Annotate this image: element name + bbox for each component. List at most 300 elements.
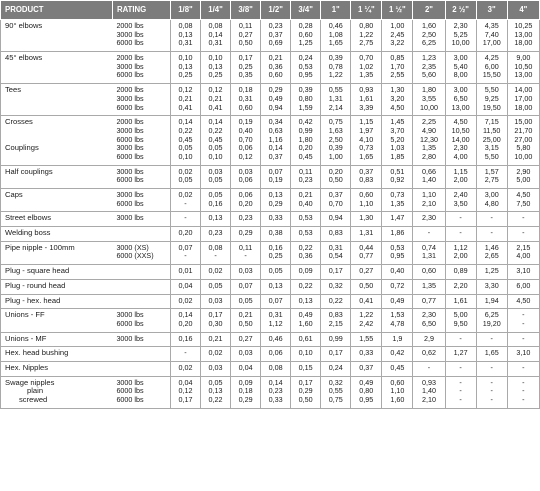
weight-value: 1,25 xyxy=(298,38,313,48)
weight-cell xyxy=(445,189,476,212)
table-row xyxy=(1,347,540,362)
weight-value: 0,60 xyxy=(268,70,283,80)
rating-cell xyxy=(112,265,170,280)
weight-cell xyxy=(445,116,476,165)
weight-value: 0,07 xyxy=(238,280,253,290)
weight-cell xyxy=(507,279,539,294)
product-name: Street elbows xyxy=(5,213,52,223)
product-cell xyxy=(1,265,113,280)
rating-cell xyxy=(112,227,170,242)
weight-cell xyxy=(476,165,507,188)
column-header-size: 3" xyxy=(476,1,507,20)
weight-value: 0,16 xyxy=(268,242,283,252)
weight-value: 0,05 xyxy=(178,175,193,185)
column-header-size: 4" xyxy=(507,1,539,20)
weight-value: 0,29 xyxy=(298,386,313,396)
weight-value: - xyxy=(459,213,462,223)
weight-value: 13,00 xyxy=(451,102,470,112)
weight-value: 4,10 xyxy=(359,134,374,144)
weight-value: 2,14 xyxy=(328,102,343,112)
product-name: Hex. Nipples xyxy=(5,362,49,372)
weight-cell xyxy=(170,52,200,84)
weight-value: 0,94 xyxy=(268,102,283,112)
weight-value: 0,11 xyxy=(238,242,253,252)
weight-value: 1,9 xyxy=(392,333,403,343)
table-row xyxy=(1,84,540,116)
weight-cell xyxy=(261,84,291,116)
weight-cell xyxy=(507,376,539,408)
weight-cell xyxy=(351,241,382,264)
weight-value: 0,66 xyxy=(422,166,436,176)
weight-cell xyxy=(382,332,413,347)
weight-cell xyxy=(170,227,200,242)
table-row xyxy=(1,294,540,309)
weight-cell xyxy=(231,332,261,347)
weight-cell xyxy=(445,165,476,188)
weight-value: - xyxy=(184,251,187,261)
weight-cell xyxy=(170,265,200,280)
weight-value: 0,40 xyxy=(390,266,405,276)
weight-value: 0,39 xyxy=(298,85,313,95)
rating-value: 2000 lbs xyxy=(116,21,144,30)
product-name: Plug - hex. head xyxy=(5,295,61,305)
weight-cell xyxy=(507,265,539,280)
weight-cell xyxy=(321,376,351,408)
weight-value: - xyxy=(522,310,525,320)
weight-cell xyxy=(321,294,351,309)
rating-cell xyxy=(112,212,170,227)
weight-value: - xyxy=(490,395,493,404)
table-row xyxy=(1,332,540,347)
weight-cell xyxy=(170,347,200,362)
weight-value: 0,17 xyxy=(328,266,343,276)
table-row xyxy=(1,165,540,188)
weight-value: 0,14 xyxy=(208,29,223,39)
weight-value: 0,99 xyxy=(298,125,313,135)
weight-cell xyxy=(413,116,445,165)
weight-value: 0,45 xyxy=(178,134,193,144)
weight-value: 0,05 xyxy=(208,190,223,199)
weight-value: 1,61 xyxy=(359,93,374,103)
weight-value: 0,70 xyxy=(359,53,374,63)
weight-value: 15,00 xyxy=(514,117,533,127)
rating-value: 3000 lbs xyxy=(116,213,144,223)
product-name: screwed xyxy=(19,395,48,404)
weight-value: 1,30 xyxy=(390,85,405,95)
weight-cell xyxy=(321,332,351,347)
weight-value: 0,54 xyxy=(328,251,343,261)
rating-cell xyxy=(112,376,170,408)
rating-value: 2000 lbs xyxy=(116,53,144,63)
product-name: 90° elbows xyxy=(5,21,43,30)
product-cell xyxy=(1,294,113,309)
product-cell xyxy=(1,361,113,376)
weight-value: 0,89 xyxy=(453,266,468,276)
weight-value: 10,25 xyxy=(514,21,533,30)
weight-value: - xyxy=(490,228,493,238)
rating-value: 6000 lbs xyxy=(116,151,144,161)
column-header-size: 1 ¼" xyxy=(351,1,382,20)
weight-value: - xyxy=(184,348,187,358)
weight-cell xyxy=(231,347,261,362)
weight-value: - xyxy=(490,333,493,343)
rating-value: 3000 lbs xyxy=(116,125,144,135)
weight-cell xyxy=(476,265,507,280)
weight-value: 0,50 xyxy=(238,38,253,48)
weight-value: 0,02 xyxy=(178,362,193,372)
weight-value: 0,83 xyxy=(328,228,343,238)
weight-value: 0,08 xyxy=(178,21,193,30)
weight-value: 1,86 xyxy=(390,228,405,238)
rating-value: 2000 lbs xyxy=(116,85,144,95)
weight-cell xyxy=(445,361,476,376)
weight-value: 0,20 xyxy=(298,143,313,153)
weight-cell xyxy=(445,294,476,309)
weight-value: 0,20 xyxy=(178,228,193,238)
weight-cell xyxy=(170,165,200,188)
weight-cell xyxy=(413,309,445,332)
table-row xyxy=(1,212,540,227)
weight-value: 27,00 xyxy=(514,134,533,144)
weight-value: 0,02 xyxy=(178,190,193,199)
weight-cell xyxy=(445,52,476,84)
weight-value: 0,10 xyxy=(178,151,193,161)
weight-value: 0,72 xyxy=(390,280,405,290)
weight-value: 1,02 xyxy=(359,61,374,71)
weight-cell xyxy=(170,212,200,227)
weight-value: 1,31 xyxy=(328,93,343,103)
weight-value: 0,37 xyxy=(328,190,343,199)
weight-value: - xyxy=(244,251,247,261)
weight-value: 4,35 xyxy=(484,21,499,30)
rating-value xyxy=(116,364,168,373)
weight-value: 0,37 xyxy=(359,362,374,372)
weight-cell xyxy=(413,279,445,294)
weight-value: - xyxy=(459,386,462,396)
weight-value: 0,53 xyxy=(390,242,405,252)
rating-value: 6000 lbs xyxy=(116,102,144,112)
weight-value: - xyxy=(490,386,493,396)
weight-value: 2,10 xyxy=(422,395,436,404)
product-cell xyxy=(1,241,113,264)
weight-cell xyxy=(261,309,291,332)
column-header-size: 1/8" xyxy=(170,1,200,20)
weight-value: 2,00 xyxy=(453,251,468,261)
weight-cell xyxy=(291,376,321,408)
weight-cell xyxy=(231,241,261,264)
product-cell xyxy=(1,20,113,52)
column-header-size: 1" xyxy=(321,1,351,20)
weight-value: 1,31 xyxy=(422,251,436,261)
weight-cell xyxy=(476,361,507,376)
weight-value: 0,85 xyxy=(390,53,405,63)
weight-value: 14,00 xyxy=(451,134,470,144)
weight-cell xyxy=(413,265,445,280)
table-row xyxy=(1,241,540,264)
rating-value: 3000 lbs xyxy=(116,166,144,176)
weight-value: 5,50 xyxy=(484,85,499,95)
product-name: Unions - FF xyxy=(5,310,45,320)
weight-value: 0,42 xyxy=(390,348,405,358)
weight-cell xyxy=(413,52,445,84)
weight-cell xyxy=(231,279,261,294)
weight-value: 0,17 xyxy=(178,395,193,404)
weight-value: 0,16 xyxy=(178,333,193,343)
rating-cell xyxy=(112,20,170,52)
weight-value: 0,17 xyxy=(328,348,343,358)
product-name xyxy=(5,127,110,136)
weight-value: 0,73 xyxy=(390,190,405,199)
weight-value: - xyxy=(490,213,493,223)
weight-value: 2,20 xyxy=(453,280,468,290)
weight-value: - xyxy=(427,362,431,372)
weight-value: 0,13 xyxy=(208,213,223,223)
rating-cell xyxy=(112,309,170,332)
weight-value: 0,12 xyxy=(178,85,193,95)
weight-value: - xyxy=(522,386,525,396)
table-row xyxy=(1,265,540,280)
weight-cell xyxy=(507,309,539,332)
weight-value: 2,9 xyxy=(424,333,434,343)
weight-value: 1,35 xyxy=(390,198,405,208)
weight-value: 0,31 xyxy=(328,242,343,252)
rating-cell xyxy=(112,241,170,264)
weight-value: 6,50 xyxy=(422,318,436,328)
weight-value: 0,35 xyxy=(238,70,253,80)
weight-value: 0,03 xyxy=(238,266,253,276)
weight-value: 0,15 xyxy=(298,362,313,372)
rating-cell xyxy=(112,279,170,294)
weight-value: 0,73 xyxy=(359,143,374,153)
weight-cell xyxy=(476,20,507,52)
weight-value: 0,99 xyxy=(328,333,343,343)
product-cell xyxy=(1,189,113,212)
weight-cell xyxy=(231,227,261,242)
weight-value: 0,01 xyxy=(178,266,193,276)
rating-value xyxy=(116,349,168,358)
rating-cell xyxy=(112,347,170,362)
weight-cell xyxy=(170,84,200,116)
weight-cell xyxy=(291,265,321,280)
weight-value: 0,49 xyxy=(268,93,283,103)
weight-value: - xyxy=(459,333,462,343)
weight-value: 0,05 xyxy=(208,280,223,290)
weight-value: 0,27 xyxy=(238,333,253,343)
weight-cell xyxy=(476,332,507,347)
weight-value: 0,23 xyxy=(238,213,253,223)
rating-value xyxy=(116,267,168,276)
weight-value: - xyxy=(490,377,493,387)
weight-cell xyxy=(413,20,445,52)
product-name: Pipe nipple - 100mm xyxy=(5,242,75,252)
product-cell xyxy=(1,165,113,188)
weight-cell xyxy=(170,189,200,212)
weight-value: 0,40 xyxy=(238,125,253,135)
weight-value: 0,70 xyxy=(238,134,253,144)
weight-value: 0,44 xyxy=(359,242,374,252)
weight-cell xyxy=(445,376,476,408)
weight-value: 0,03 xyxy=(208,166,223,176)
weight-cell xyxy=(382,241,413,264)
weight-cell xyxy=(321,212,351,227)
weight-value: 0,75 xyxy=(328,395,343,404)
weight-cell xyxy=(382,361,413,376)
weight-value: 17,00 xyxy=(482,38,501,48)
product-name xyxy=(5,63,110,72)
weight-cell xyxy=(382,279,413,294)
weight-value: 4,00 xyxy=(453,151,468,161)
weight-value: 1,00 xyxy=(390,21,405,30)
weight-value: 2,30 xyxy=(422,213,436,223)
rating-value xyxy=(116,282,168,291)
product-cell xyxy=(1,212,113,227)
weight-value: 2,75 xyxy=(359,38,374,48)
weight-cell xyxy=(291,332,321,347)
weight-value: 4,50 xyxy=(516,190,531,199)
weight-value: 13,00 xyxy=(514,29,533,39)
weight-value: 0,17 xyxy=(208,310,223,320)
weight-value: 0,08 xyxy=(208,21,223,30)
weight-cell xyxy=(413,332,445,347)
weight-value: 0,02 xyxy=(208,348,223,358)
weight-cell xyxy=(321,361,351,376)
weight-value: 7,15 xyxy=(484,117,499,127)
rating-value: 6000 lbs xyxy=(116,134,144,144)
table-body xyxy=(1,20,540,409)
weight-cell xyxy=(413,227,445,242)
weight-value: 0,02 xyxy=(178,295,193,305)
weight-value: - xyxy=(522,333,525,343)
weight-cell xyxy=(476,227,507,242)
column-header-size: 1/4" xyxy=(201,1,231,20)
weight-cell xyxy=(261,347,291,362)
weight-value: 1,23 xyxy=(422,53,436,63)
weight-value: 1,55 xyxy=(359,333,374,343)
weight-cell xyxy=(170,20,200,52)
weight-value: 0,46 xyxy=(268,333,283,343)
weight-value: 0,45 xyxy=(298,151,313,161)
rating-value: 3000 lbs xyxy=(116,190,144,199)
weight-value: 0,06 xyxy=(238,190,253,199)
weight-cell xyxy=(413,189,445,212)
weight-cell xyxy=(321,189,351,212)
weight-value: 0,21 xyxy=(298,190,313,199)
weight-cell xyxy=(170,116,200,165)
weight-cell xyxy=(261,376,291,408)
column-header-size: 3/8" xyxy=(231,1,261,20)
weight-value: 6,25 xyxy=(484,310,499,320)
product-name: Swage nipples xyxy=(5,377,55,387)
weight-value: 0,40 xyxy=(298,198,313,208)
weight-value: 5,80 xyxy=(516,143,531,153)
weight-value: 2,25 xyxy=(422,117,436,127)
weight-value: 0,10 xyxy=(178,53,193,63)
weight-value: 0,83 xyxy=(328,310,343,320)
weight-value: 0,60 xyxy=(359,190,374,199)
weight-value: 1,45 xyxy=(390,117,405,127)
weight-value: 1,31 xyxy=(359,228,374,238)
weight-value: 0,09 xyxy=(238,377,253,387)
weight-value: 1,97 xyxy=(359,125,374,135)
weight-value: 0,05 xyxy=(238,295,253,305)
product-name xyxy=(5,39,110,48)
weight-value: 0,61 xyxy=(298,333,313,343)
weight-value: 4,78 xyxy=(390,318,405,328)
weight-cell xyxy=(476,52,507,84)
weight-value: 2,50 xyxy=(328,134,343,144)
weight-cell xyxy=(170,309,200,332)
weight-value: 0,95 xyxy=(359,395,374,404)
column-header-product: PRODUCT xyxy=(1,1,113,20)
weight-value: 1,65 xyxy=(359,151,374,161)
weight-value: 0,33 xyxy=(359,348,374,358)
product-name: Crosses xyxy=(5,117,33,127)
weight-value: 1,60 xyxy=(390,395,405,404)
weight-value: 1,65 xyxy=(328,38,343,48)
weight-cell xyxy=(231,309,261,332)
weight-cell xyxy=(291,52,321,84)
weight-cell xyxy=(351,309,382,332)
weight-value: 0,37 xyxy=(268,29,283,39)
weight-value: 4,50 xyxy=(516,295,531,305)
weight-cell xyxy=(413,347,445,362)
weight-cell xyxy=(170,332,200,347)
weight-value: 0,21 xyxy=(268,53,283,63)
weight-value: 0,13 xyxy=(298,295,313,305)
weight-cell xyxy=(351,227,382,242)
weight-cell xyxy=(351,361,382,376)
weight-value: 0,10 xyxy=(208,53,223,63)
weight-value: - xyxy=(522,395,525,404)
weight-cell xyxy=(507,116,539,165)
product-name xyxy=(5,104,110,113)
rating-cell xyxy=(112,116,170,165)
weight-value: 3,00 xyxy=(453,85,468,95)
weight-cell xyxy=(351,189,382,212)
weight-value: 0,12 xyxy=(208,85,223,95)
weight-value: 1,35 xyxy=(422,143,436,153)
product-name xyxy=(5,176,110,185)
weight-cell xyxy=(413,361,445,376)
weight-value: 0,31 xyxy=(238,93,253,103)
weight-value: 0,14 xyxy=(178,310,193,320)
weight-cell xyxy=(201,84,231,116)
weight-cell xyxy=(382,52,413,84)
rating-cell xyxy=(112,361,170,376)
weight-value: 0,27 xyxy=(359,266,374,276)
product-name: Plug - square head xyxy=(5,266,70,276)
weight-cell xyxy=(291,294,321,309)
weight-value: 0,69 xyxy=(268,38,283,48)
weight-cell xyxy=(201,347,231,362)
rating-value: 3000 lbs xyxy=(116,29,144,39)
weight-value: - xyxy=(459,362,462,372)
weight-value: 7,40 xyxy=(484,29,499,39)
weight-value: 1,80 xyxy=(422,85,436,95)
weight-value: 0,83 xyxy=(359,175,374,185)
weight-cell xyxy=(351,165,382,188)
weight-cell xyxy=(201,165,231,188)
weight-value: 0,05 xyxy=(208,377,223,387)
column-header-size: 1/2" xyxy=(261,1,291,20)
weight-value: 5,25 xyxy=(453,29,468,39)
weight-cell xyxy=(351,279,382,294)
weight-value: 0,29 xyxy=(238,395,253,404)
weight-value: 1,22 xyxy=(359,310,374,320)
weight-value: 2,80 xyxy=(422,151,436,161)
table-row xyxy=(1,376,540,408)
weight-cell xyxy=(351,265,382,280)
